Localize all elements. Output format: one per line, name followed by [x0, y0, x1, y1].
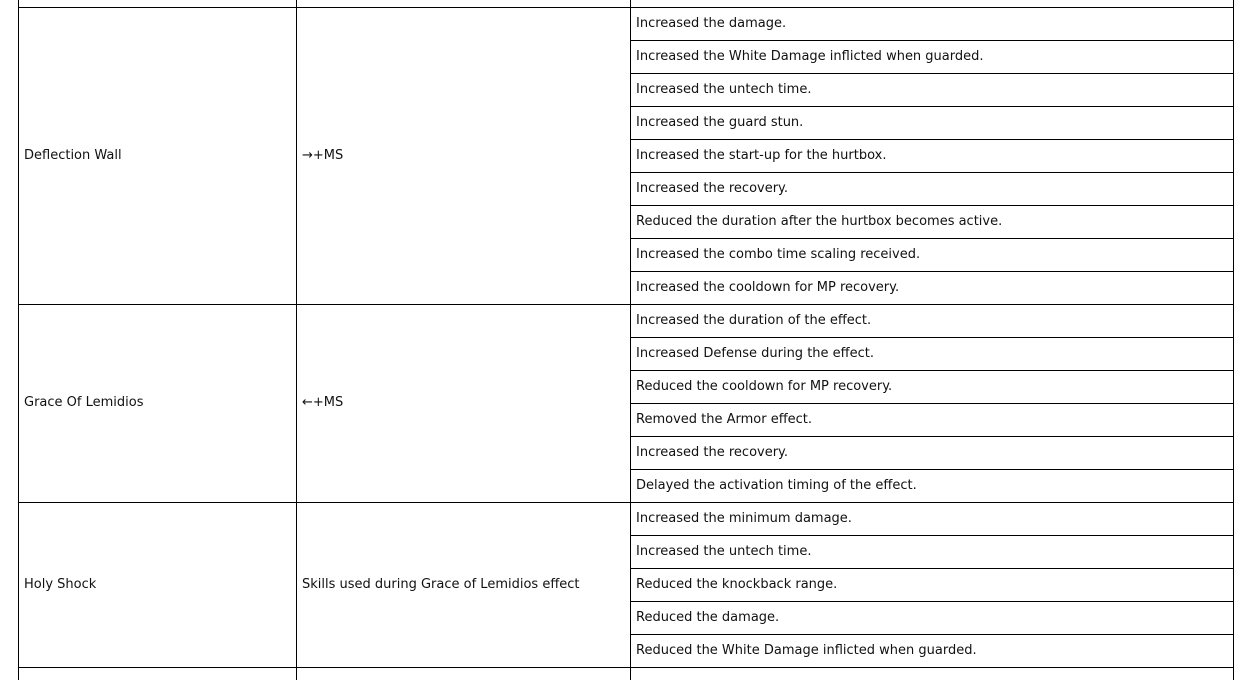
- change-description-cell: Increased the recovery.: [636, 445, 789, 460]
- change-description-cell: Increased the minimum damage.: [636, 511, 852, 526]
- change-description-cell: Increased the White Damage inflicted when guarded.: [636, 49, 984, 64]
- command-cell: →+MS: [302, 148, 344, 163]
- skill-name-cell: Holy Shock: [24, 577, 97, 592]
- column-border-skill: [296, 0, 297, 680]
- change-description-cell: Increased the damage.: [636, 16, 787, 31]
- change-line-border: [630, 106, 1234, 107]
- change-line-border: [630, 238, 1234, 239]
- change-line-border: [630, 370, 1234, 371]
- change-description-cell: Increased the cooldown for MP recovery.: [636, 280, 900, 295]
- change-line-border: [630, 403, 1234, 404]
- change-description-cell: Increased the guard stun.: [636, 115, 804, 130]
- command-cell: ←+MS: [302, 395, 344, 410]
- change-description-cell: Delayed the activation timing of the effect.: [636, 478, 917, 493]
- column-border-command: [630, 0, 631, 680]
- change-line-border: [630, 73, 1234, 74]
- change-description-cell: Reduced the White Damage inflicted when guarded.: [636, 643, 977, 658]
- table-right-border: [1233, 0, 1234, 680]
- change-line-border: [630, 40, 1234, 41]
- change-line-border: [630, 337, 1234, 338]
- change-description-cell: Increased the duration of the effect.: [636, 313, 872, 328]
- change-line-border: [630, 634, 1234, 635]
- change-description-cell: Increased Defense during the effect.: [636, 346, 874, 361]
- change-line-border: [630, 535, 1234, 536]
- change-description-cell: Reduced the damage.: [636, 610, 780, 625]
- change-description-cell: Reduced the cooldown for MP recovery.: [636, 379, 893, 394]
- row-group-border: [18, 502, 1234, 503]
- row-group-border: [18, 667, 1234, 668]
- change-line-border: [630, 436, 1234, 437]
- change-description-cell: Reduced the knockback range.: [636, 577, 838, 592]
- skill-name-cell: Deflection Wall: [24, 148, 122, 163]
- table-left-border: [18, 0, 19, 680]
- change-description-cell: Increased the untech time.: [636, 82, 812, 97]
- change-line-border: [630, 205, 1234, 206]
- change-description-cell: Removed the Armor effect.: [636, 412, 813, 427]
- change-description-cell: Increased the recovery.: [636, 181, 789, 196]
- change-description-cell: Increased the untech time.: [636, 544, 812, 559]
- change-line-border: [630, 172, 1234, 173]
- row-group-border: [18, 304, 1234, 305]
- change-line-border: [630, 469, 1234, 470]
- change-line-border: [630, 568, 1234, 569]
- change-description-cell: Reduced the duration after the hurtbox becomes active.: [636, 214, 1003, 229]
- skill-name-cell: Grace Of Lemidios: [24, 395, 144, 410]
- change-line-border: [630, 139, 1234, 140]
- row-group-border: [18, 7, 1234, 8]
- change-line-border: [630, 271, 1234, 272]
- change-line-border: [630, 601, 1234, 602]
- change-description-cell: Increased the combo time scaling received.: [636, 247, 921, 262]
- command-cell: Skills used during Grace of Lemidios effect: [302, 577, 580, 592]
- change-description-cell: Increased the start-up for the hurtbox.: [636, 148, 887, 163]
